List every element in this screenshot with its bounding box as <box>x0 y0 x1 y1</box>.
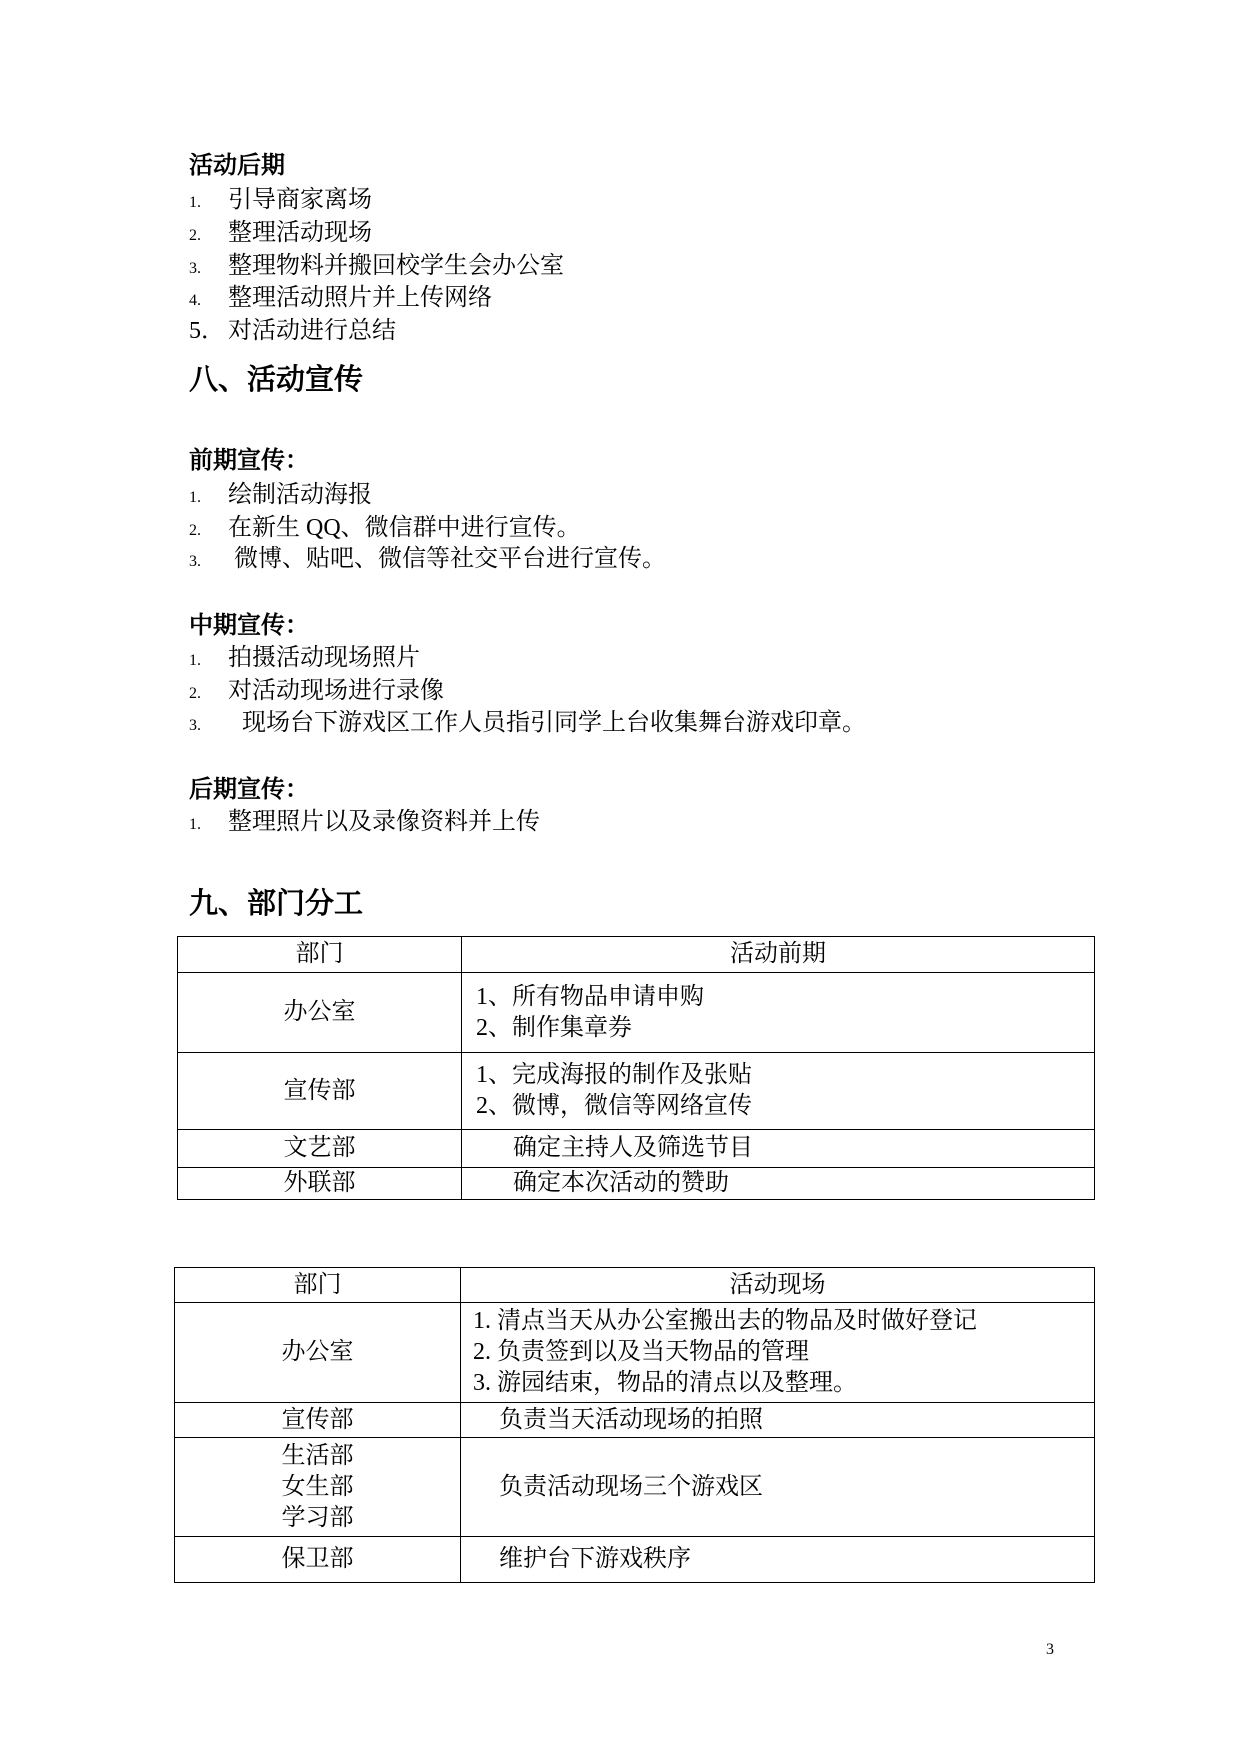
list-text: 微博、贴吧、微信等社交平台进行宣传。 <box>234 546 666 572</box>
task-line: 2、制作集章券 <box>476 1014 632 1041</box>
list-number: 1. <box>189 489 201 506</box>
column-header-department: 部门 <box>175 1268 461 1303</box>
list-number: 5． <box>189 318 225 344</box>
table-row <box>175 1303 1095 1403</box>
task-cell <box>462 1168 1095 1200</box>
department-name: 办公室 <box>281 1339 354 1365</box>
department-cell <box>178 1168 462 1200</box>
list-item <box>189 282 492 314</box>
list-text: 引导商家离场 <box>228 187 372 213</box>
section-heading-publicity: 八、活动宣传 <box>189 364 364 396</box>
list-item <box>189 543 666 575</box>
department-cell <box>175 1303 461 1403</box>
list-text: 对活动现场进行录像 <box>228 678 444 704</box>
task-line: 维护台下游戏秩序 <box>499 1546 691 1572</box>
department-name: 宣传部 <box>281 1406 354 1433</box>
list-number: 4. <box>189 292 201 309</box>
pre-activity-division-table <box>177 936 1095 1200</box>
table-row <box>175 1403 1095 1438</box>
list-item <box>189 217 372 249</box>
department-name: 生活部 <box>281 1442 354 1469</box>
list-text: 整理活动照片并上传网络 <box>228 285 492 311</box>
late-publicity-title: 后期宣传： <box>189 777 309 803</box>
table-row <box>178 1168 1095 1200</box>
task-cell <box>462 973 1095 1053</box>
table-row <box>175 1438 1095 1537</box>
list-text: 整理物料并搬回校学生会办公室 <box>228 253 564 279</box>
table-row <box>175 1537 1095 1583</box>
list-item <box>189 675 444 707</box>
department-cell <box>178 1053 462 1130</box>
list-item <box>189 250 564 282</box>
department-name: 女生部 <box>281 1473 354 1500</box>
column-header-tasks: 活动前期 <box>462 937 1095 973</box>
task-cell <box>461 1303 1095 1403</box>
task-line: 1、所有物品申请申购 <box>476 983 704 1010</box>
department-name: 学习部 <box>281 1504 354 1531</box>
task-line: 确定本次活动的赞助 <box>513 1170 729 1196</box>
task-line: 负责活动现场三个游戏区 <box>499 1473 763 1500</box>
task-line: 负责当天活动现场的拍照 <box>499 1406 763 1433</box>
list-text: 整理活动现场 <box>228 220 372 246</box>
list-number: 2. <box>189 522 201 539</box>
section-heading-division: 九、部门分工 <box>189 888 364 920</box>
task-cell <box>461 1438 1095 1537</box>
task-line: 1. 清点当天从办公室搬出去的物品及时做好登记 <box>473 1308 977 1334</box>
list-text: 在新生 QQ、微信群中进行宣传。 <box>228 515 581 541</box>
task-cell <box>462 1130 1095 1168</box>
list-text: 拍摄活动现场照片 <box>228 645 420 671</box>
department-name: 文艺部 <box>283 1135 356 1161</box>
task-line: 1、完成海报的制作及张贴 <box>476 1062 752 1088</box>
table-row <box>178 1130 1095 1168</box>
list-text: 现场台下游戏区工作人员指引同学上台收集舞台游戏印章。 <box>242 710 866 736</box>
task-line: 2、微博，微信等网络宣传 <box>476 1093 752 1119</box>
list-item <box>189 184 372 216</box>
list-number: 3. <box>189 260 201 277</box>
task-cell <box>462 1053 1095 1130</box>
column-header-tasks: 活动现场 <box>461 1268 1095 1303</box>
list-number: 3. <box>189 553 201 570</box>
list-item <box>189 479 372 511</box>
post-activity-title: 活动后期 <box>189 153 285 179</box>
list-text: 整理照片以及录像资料并上传 <box>228 809 540 835</box>
list-text: 绘制活动海报 <box>228 482 372 508</box>
task-cell <box>461 1537 1095 1583</box>
column-header-department: 部门 <box>178 937 462 973</box>
department-cell <box>175 1438 461 1537</box>
list-item <box>189 315 396 347</box>
department-name: 保卫部 <box>281 1546 354 1572</box>
task-cell <box>461 1403 1095 1438</box>
department-name: 宣传部 <box>283 1077 356 1104</box>
table-row <box>178 973 1095 1053</box>
task-line: 3. 游园结束，物品的清点以及整理。 <box>473 1370 857 1396</box>
onsite-division-table <box>174 1267 1095 1583</box>
list-item <box>189 512 581 544</box>
mid-publicity-title: 中期宣传： <box>189 613 309 639</box>
early-publicity-title: 前期宣传： <box>189 448 309 474</box>
list-number: 1. <box>189 194 201 211</box>
page-number: 3 <box>1046 1641 1054 1658</box>
table-header-row <box>175 1268 1095 1303</box>
task-line: 2. 负责签到以及当天物品的管理 <box>473 1339 809 1365</box>
list-number: 2. <box>189 227 201 244</box>
list-number: 2. <box>189 685 201 702</box>
department-cell <box>178 973 462 1053</box>
list-text: 对活动进行总结 <box>228 318 396 344</box>
table-header-row <box>178 937 1095 973</box>
list-item <box>189 642 420 674</box>
department-cell <box>175 1403 461 1438</box>
list-item <box>189 707 866 739</box>
list-number: 1. <box>189 816 201 833</box>
list-number: 3. <box>189 717 201 734</box>
department-name: 办公室 <box>283 999 356 1025</box>
list-number: 1. <box>189 652 201 669</box>
department-cell <box>175 1537 461 1583</box>
list-item <box>189 806 540 838</box>
task-line: 确定主持人及筛选节目 <box>513 1135 753 1161</box>
department-name: 外联部 <box>283 1170 356 1196</box>
table-row <box>178 1053 1095 1130</box>
department-cell <box>178 1130 462 1168</box>
